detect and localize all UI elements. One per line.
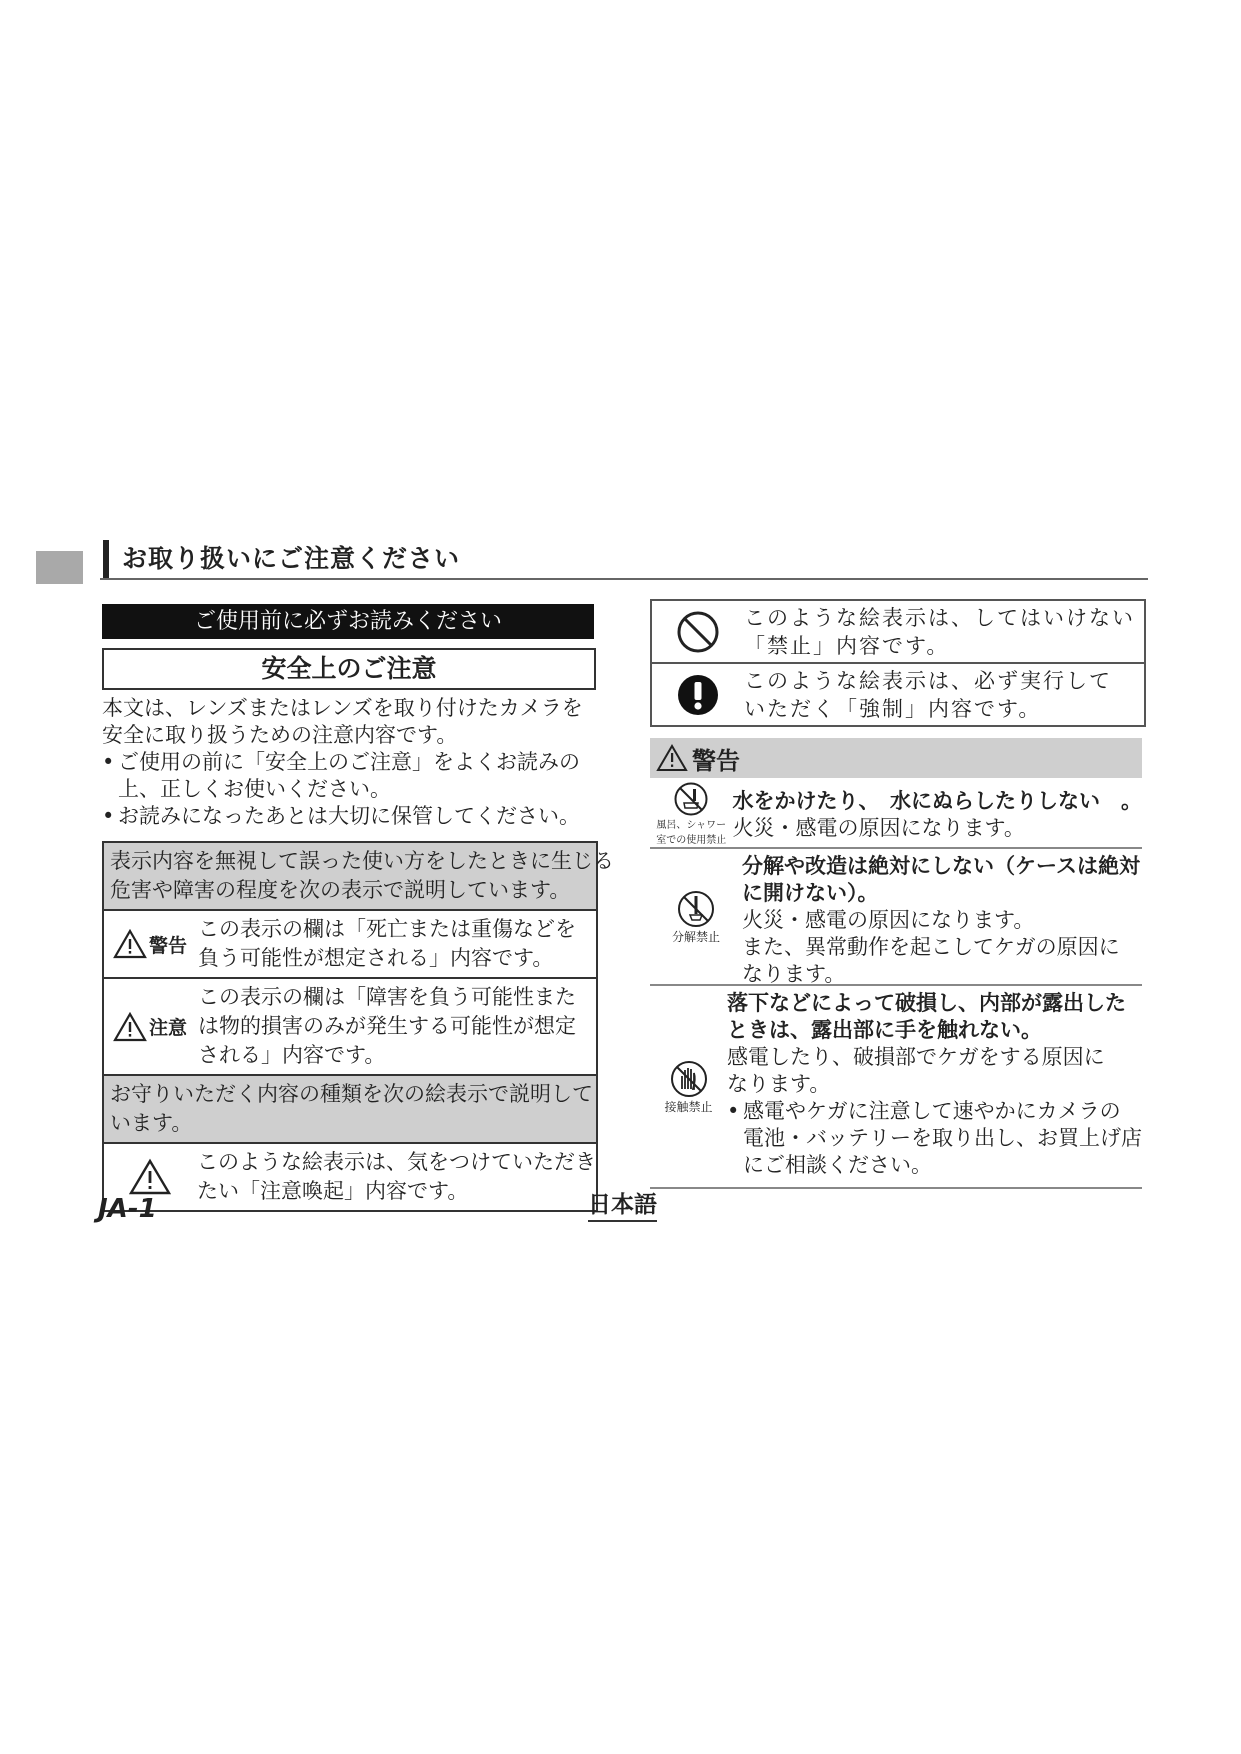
warning-item [650, 780, 1142, 849]
prohibit-description [744, 604, 1135, 660]
warning-item-body: 感電したり、破損部でケガをする原因に [727, 1045, 1105, 1069]
hazard-legend-table [102, 841, 614, 1212]
warning-item [650, 986, 1142, 1189]
caution-line: は物的損害のみが発生する可能性が想定 [198, 1014, 576, 1038]
warning-item-heading: に開けない）。 [742, 881, 879, 905]
warning-item-text [742, 849, 1140, 984]
icon-caption: 風呂、シャワー [656, 819, 727, 831]
warning-item-heading: 落下などによって破損し、内部が露出した [727, 991, 1126, 1015]
caution-line: この表示の欄は「障害を負う可能性また [198, 985, 576, 1009]
language-label: 日本語 [588, 1190, 657, 1222]
warning-item-body: 火災・感電の原因になります。 [732, 816, 1025, 840]
no-disassembly-icon [676, 889, 716, 929]
bullet-line: ご使用の前に「安全上のご注意」をよくお読みの [118, 750, 580, 774]
bullet-line: お読みになったあとは大切に保管してください。 [118, 804, 580, 828]
warning-item-heading: 分解や改造は絶対にしない（ケースは絶対 [742, 854, 1140, 878]
mandatory-action-icon [676, 673, 720, 717]
read-before-use-banner: ご使用前に必ずお読みください [102, 604, 594, 639]
warning-item [650, 849, 1142, 986]
symbols-intro-line: います。 [110, 1111, 193, 1135]
intro-line: 安全に取り扱うための注意内容です。 [102, 723, 458, 747]
warning-item-body: また、異常動作を起こしてケガの原因に [742, 935, 1120, 959]
prohibit-line: このような絵表示は、してはいけない [744, 605, 1135, 630]
bullet-line: 感電やケガに注意して速やかにカメラの [743, 1099, 1121, 1123]
bullet-line: にご相談ください。 [743, 1153, 932, 1177]
prohibit-icon-cell [652, 610, 744, 654]
warning-item-body: 火災・感電の原因になります。 [742, 908, 1035, 932]
caution-triangle-icon [113, 1012, 147, 1042]
mandatory-line: このような絵表示は、必ず実行して [744, 668, 1112, 693]
icon-caption: 分解禁止 [671, 930, 720, 944]
legend-intro-line: 危害や障害の程度を次の表示で説明しています。 [110, 878, 571, 902]
warning-item-text [733, 780, 1143, 847]
attention-legend-row [104, 1144, 596, 1210]
section-tab-marker [36, 551, 83, 584]
caution-line: される」内容です。 [198, 1043, 386, 1067]
warning-item-body: なります。 [727, 1072, 831, 1096]
mandatory-icon-cell [652, 673, 744, 717]
caution-description [196, 979, 576, 1074]
caution-legend-row [104, 979, 596, 1076]
warning-triangle-icon [656, 744, 688, 772]
warning-item-text [727, 986, 1142, 1187]
warning-item-body: なります。 [742, 962, 846, 986]
icon-caption: 接触禁止 [664, 1100, 713, 1114]
attention-description [195, 1144, 596, 1210]
bullet-line: 上、正しくお使いください。 [118, 777, 391, 801]
prohibit-line: 「禁止」内容です。 [744, 633, 950, 658]
bullet-mark: • [102, 804, 115, 828]
bullet-mark: • [102, 750, 115, 774]
mandatory-line: いただく「強制」内容です。 [744, 696, 1042, 721]
attention-triangle-icon [128, 1158, 172, 1196]
warning-line: 負う可能性が想定される」内容です。 [198, 946, 554, 970]
bullet-mark: • [727, 1099, 740, 1123]
warning-legend-row [104, 911, 596, 979]
attention-line: たい「注意喚起」内容です。 [197, 1179, 469, 1203]
prohibition-icon [676, 610, 720, 654]
warning-label: 警告 [148, 934, 187, 957]
warning-item-bullet [727, 1098, 1142, 1179]
no-touch-icon [669, 1059, 709, 1099]
legend-intro-line: 表示内容を無視して誤った使い方をしたときに生じる [110, 849, 614, 873]
intro-text [102, 695, 622, 830]
warning-section-header [650, 738, 1142, 778]
intro-line: 本文は、レンズまたはレンズを取り付けたカメラを [102, 696, 583, 720]
attention-line: このような絵表示は、気をつけていただき [197, 1150, 596, 1174]
symbol-legend-table [650, 599, 1146, 727]
warning-item-heading: ときは、露出部に手を触れない。 [727, 1018, 1042, 1042]
safety-precautions-heading: 安全上のご注意 [102, 648, 596, 690]
warning-label-cell [104, 929, 196, 959]
warning-triangle-icon [113, 929, 147, 959]
warning-section-label: 警告 [692, 746, 740, 775]
warning-item-heading: 水をかけたり、 水にぬらしたりしない 。 [732, 789, 1142, 813]
no-water-icon [673, 781, 709, 817]
warning-item-icon-cell [650, 986, 727, 1187]
intro-bullet [102, 749, 622, 803]
warning-description [196, 911, 576, 977]
warning-item-icon-cell [650, 849, 742, 984]
caution-label-cell [104, 1012, 196, 1042]
prohibit-symbol-row [652, 601, 1144, 662]
mandatory-symbol-row [652, 662, 1144, 725]
mandatory-description [744, 667, 1112, 723]
warning-item-icon-cell [650, 780, 733, 847]
title-accent-bar [103, 540, 109, 578]
legend-intro-row [104, 843, 614, 911]
page-number: JA-1 [98, 1194, 157, 1224]
title-underline [100, 578, 1148, 580]
bullet-line: 電池・バッテリーを取り出し、お買上げ店 [743, 1126, 1142, 1150]
icon-caption: 室での使用禁止 [656, 834, 727, 846]
intro-bullet [102, 803, 622, 830]
attention-icon-cell [104, 1158, 195, 1196]
warning-line: この表示の欄は「死亡または重傷などを [198, 917, 576, 941]
page-title: お取り扱いにご注意ください [122, 544, 461, 573]
symbols-intro-line: お守りいただく内容の種類を次の絵表示で説明して [110, 1082, 593, 1106]
caution-label: 注意 [148, 1017, 187, 1039]
symbols-intro-row [104, 1076, 596, 1144]
